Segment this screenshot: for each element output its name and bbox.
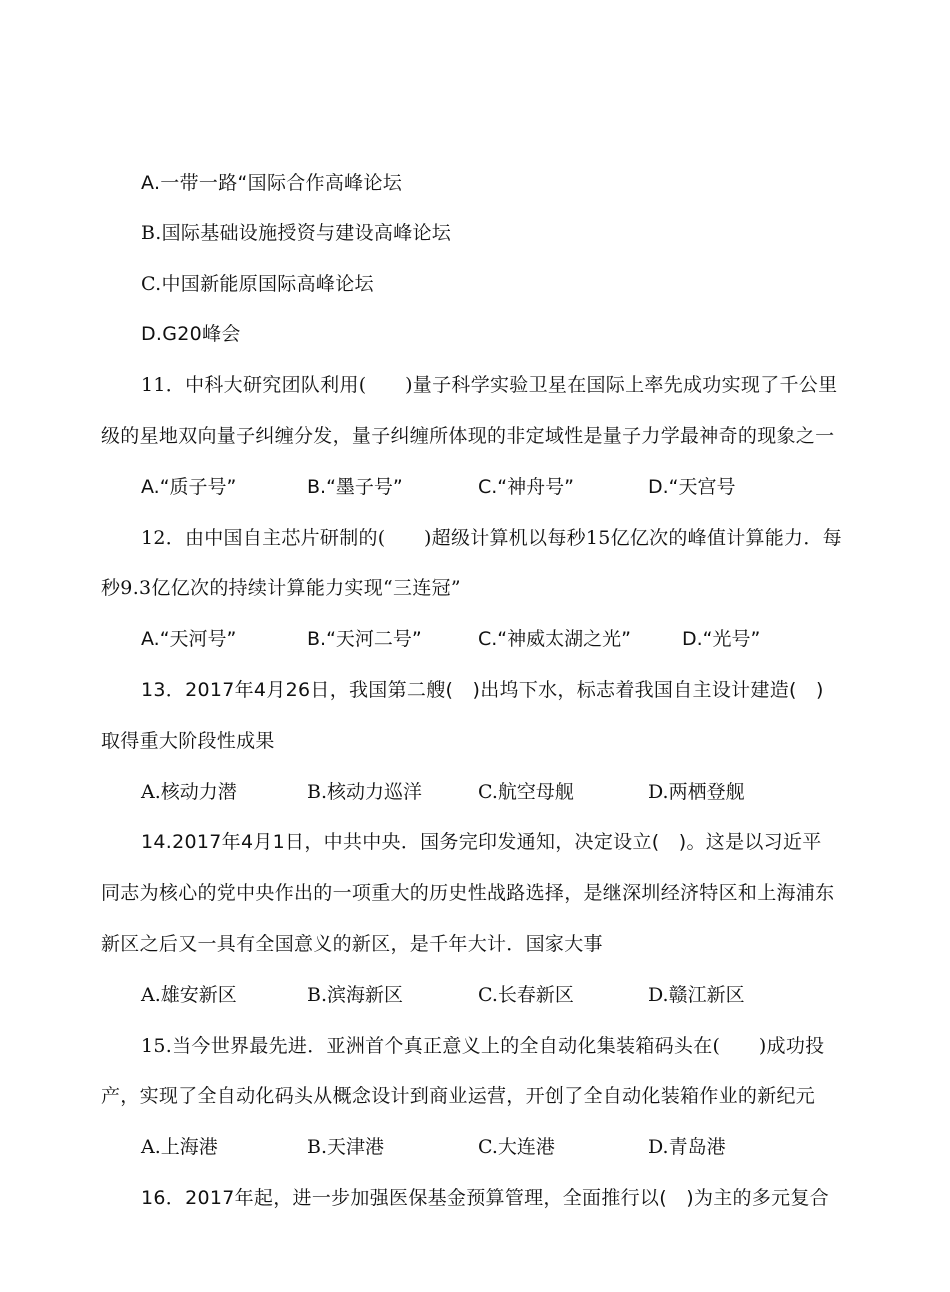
q14-option-b: B.滨海新区: [307, 984, 404, 1006]
prev-option-a: A.一带一路“国际合作高峰论坛: [141, 172, 403, 194]
q11-option-b: B.“墨子号”: [307, 476, 403, 498]
prev-option-b: B.国际基础设施授资与建设高峰论坛: [141, 222, 452, 244]
q12-line2: 秒9.3亿亿次的持续计算能力实现“三连冠”: [101, 577, 461, 599]
q13-option-b: B.核动力巡洋: [307, 781, 423, 803]
q12-option-a: A.“天河号”: [141, 628, 237, 650]
prev-option-d: D.G20峰会: [141, 323, 241, 345]
q12-option-b: B.“天河二号”: [307, 628, 422, 650]
q15-option-c: C.大连港: [478, 1136, 555, 1158]
q12-option-c: C.“神威太湖之光”: [478, 628, 631, 650]
q13-line1: 13．2017年4月26日，我国第二艘( )出坞下水，标志着我国自主设计建造( ): [141, 679, 824, 701]
q14-option-d: D.赣江新区: [648, 984, 745, 1006]
q14-line1: 14.2017年4月1日，中共中央．国务完印发通知，决定设立( )。这是以习近平: [141, 831, 822, 853]
q11-option-c: C.“神舟号”: [478, 476, 574, 498]
prev-option-c: C.中国新能原国际高峰论坛: [141, 273, 374, 295]
q13-option-a: A.核动力潜: [141, 781, 237, 803]
q15-option-a: A.上海港: [141, 1136, 218, 1158]
q16-line1: 16．2017年起，进一步加强医保基金预算管理，全面推行以( )为主的多元复合: [141, 1187, 830, 1209]
q14-option-c: C.长春新区: [478, 984, 574, 1006]
q14-option-a: A.雄安新区: [141, 984, 237, 1006]
q12-option-d: D.“光号”: [682, 628, 761, 650]
q14-line3: 新区之后又一具有全国意义的新区，是千年大计．国家大事: [101, 933, 603, 955]
q11-option-a: A.“质子号”: [141, 476, 237, 498]
q15-line2: 产，实现了全自动化码头从概念设计到商业运营，开创了全自动化装箱作业的新纪元: [101, 1085, 816, 1107]
q13-line2: 取得重大阶段性成果: [101, 730, 275, 752]
q13-option-c: C.航空母舰: [478, 781, 574, 803]
q11-line1: 11．中科大研究团队利用( )量子科学实验卫星在国际上率先成功实现了千公里: [141, 374, 838, 396]
q15-line1: 15.当今世界最先进．亚洲首个真正意义上的全自动化集装箱码头在( )成功投: [141, 1035, 825, 1057]
q11-line2: 级的星地双向量子纠缠分发，量子纠缠所体现的非定域性是量子力学最神奇的现象之一: [101, 425, 835, 447]
q12-line1: 12．由中国自主芯片研制的( )超级计算机以每秒15亿亿次的峰值计算能力．每: [141, 527, 842, 549]
q14-line2: 同志为核心的党中央作出的一项重大的历史性战路选择，是继深圳经济特区和上海浦东: [101, 882, 835, 904]
q11-option-d: D.“天宫号: [648, 476, 736, 498]
q15-option-d: D.青岛港: [648, 1136, 726, 1158]
q13-option-d: D.两栖登舰: [648, 781, 745, 803]
q15-option-b: B.天津港: [307, 1136, 385, 1158]
